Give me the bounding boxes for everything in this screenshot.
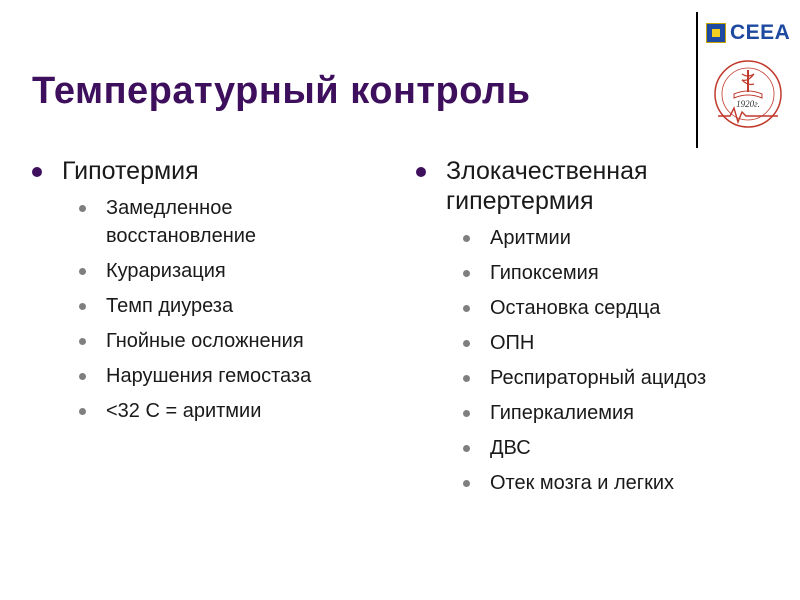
bullet-icon [79,408,86,415]
ceea-emblem-icon [706,23,726,43]
list-item: Нарушения гемостаза [30,362,375,390]
bullet-icon [416,167,426,177]
hypothermia-heading [30,156,375,186]
bullet-icon [463,305,470,312]
list-item: Замедленное восстановление [30,194,375,250]
hyperthermia-list [414,224,714,497]
hypothermia-heading-text: Гипотермия [62,157,199,185]
bullet-icon [463,375,470,382]
list-item: Остановка сердца [414,294,714,322]
list-item: ДВС [414,434,714,462]
bullet-icon [79,338,86,345]
hyperthermia-heading [414,156,714,216]
bullet-icon [463,235,470,242]
hypothermia-column [30,156,375,432]
header-divider [696,12,698,148]
list-item: Респираторный ацидоз [414,364,714,392]
bullet-icon [32,167,42,177]
ceea-logo-text: CEEA [730,21,791,44]
bullet-icon [463,480,470,487]
bullet-icon [79,268,86,275]
list-item: Аритмии [414,224,714,252]
slide-title: Температурный контроль [32,70,531,112]
bullet-icon [79,373,86,380]
hypothermia-list [30,194,375,425]
bullet-icon [463,340,470,347]
seal-year: 1920г. [736,99,760,109]
bullet-icon [79,205,86,212]
hyperthermia-column [414,156,714,504]
list-item: <32 С = аритмии [30,397,375,425]
list-item: Отек мозга и легких [414,469,714,497]
list-item: Темп диуреза [30,292,375,320]
list-item: Гнойные осложнения [30,327,375,355]
ceea-logo [706,20,792,46]
bullet-icon [463,410,470,417]
bullet-icon [79,303,86,310]
university-seal-icon [712,58,784,130]
hyperthermia-heading-text: Злокачественная гипертермия [446,157,648,215]
list-item: Кураризация [30,257,375,285]
bullet-icon [463,445,470,452]
list-item: Гиперкалиемия [414,399,714,427]
bullet-icon [463,270,470,277]
list-item: Гипоксемия [414,259,714,287]
list-item: ОПН [414,329,714,357]
